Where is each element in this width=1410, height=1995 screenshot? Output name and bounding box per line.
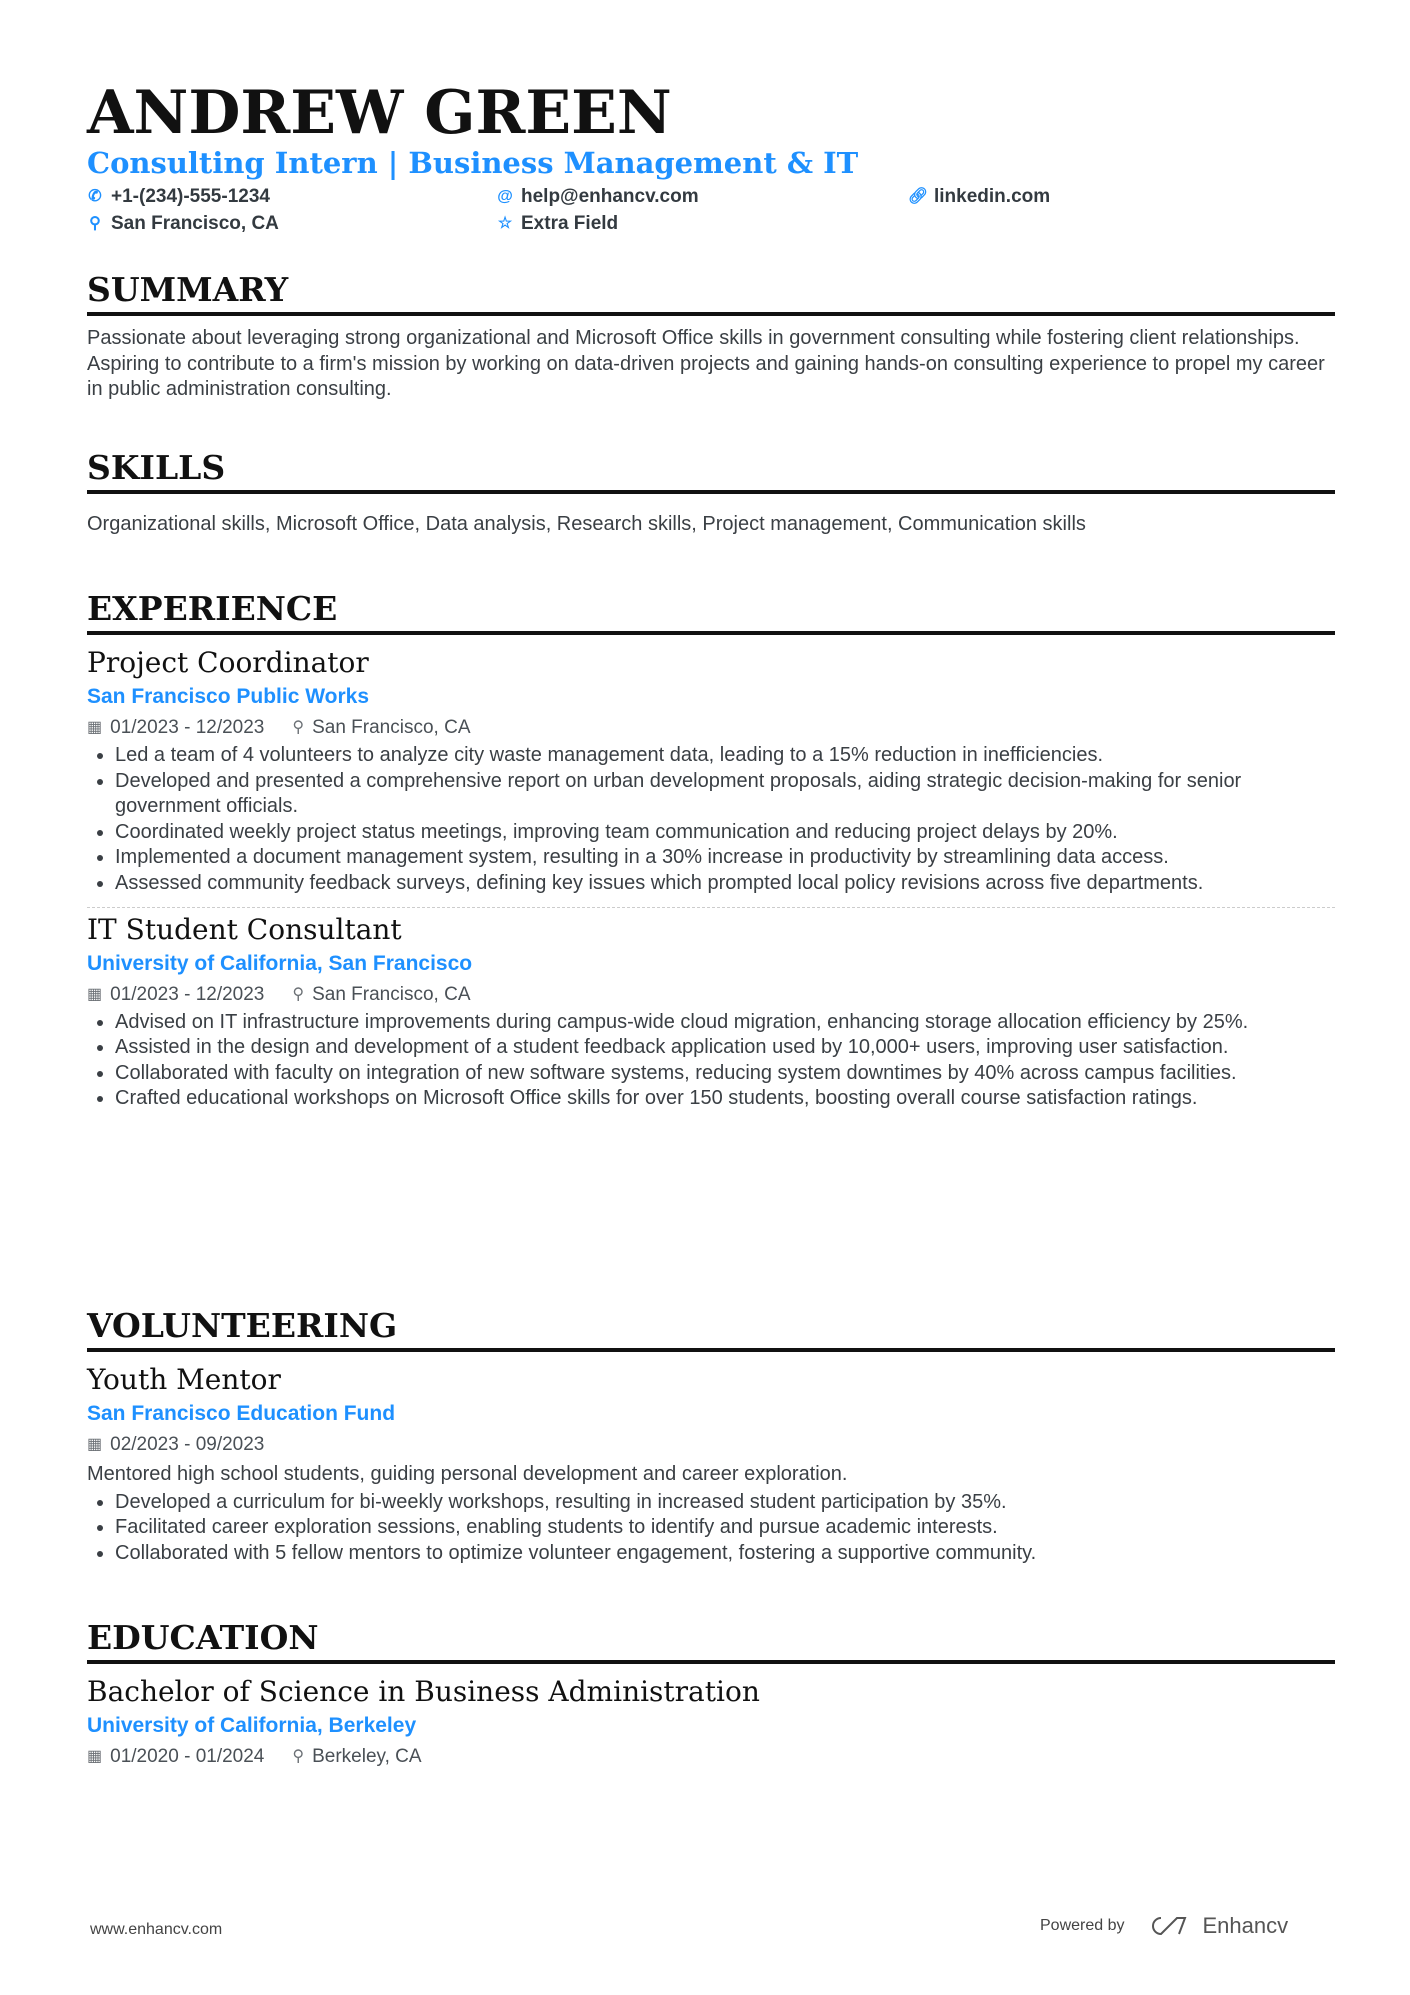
section-heading: VOLUNTEERING [87,1306,1335,1352]
job-company: University of California, San Francisco [87,951,473,975]
location-text: San Francisco, CA [111,213,279,234]
volunteering-section [87,1306,1335,1566]
bullet: • Assisted in the design and development of a student feedback application used by 10,000+ users, improving user satisfaction. [115,1035,1335,1061]
bullet: • Coordinated weekly project status meetings, improving team communication and reducing project delays by 20%. [115,820,1335,846]
location-pin-icon: ⚲ [89,215,101,232]
bullet: • Assessed community feedback surveys, defining key issues which prompted local policy revisions across five departments. [115,871,1335,897]
entry-divider [87,907,1335,908]
phone-text: +1-(234)-555-1234 [111,186,270,207]
bullet: • Developed and presented a comprehensive report on urban development proposals, aiding strategic decision-making for senior government officials. [115,769,1335,820]
star-icon: ☆ [497,215,513,232]
education-meta [87,1744,1335,1770]
at-icon: @ [497,188,513,205]
degree: Bachelor of Science in Business Administration [87,1675,760,1708]
bullet: • Developed a curriculum for bi-weekly workshops, resulting in increased student participation by 35%. [115,1490,1335,1516]
volunteer-role: Youth Mentor [87,1363,281,1396]
extra-text: Extra Field [521,213,619,234]
footer-website[interactable]: www.enhancv.com [90,1921,223,1938]
summary-section [87,270,1335,403]
bullet: • Facilitated career exploration sessions, enabling students to identify and pursue academic interests. [115,1515,1335,1541]
summary-text: Passionate about leveraging strong organizational and Microsoft Office skills in government consulting while fostering client relationships. Aspiring to contribute to a firm's mission by working on data-driven projects and gaining hands-on consulting experience to propel my career in public administration consulting. [87,327,1325,401]
footer-powered [1040,1913,1288,1939]
contact-linkedin[interactable] [907,185,1051,209]
enhancv-logo[interactable] [1147,1913,1289,1939]
skills-section [87,448,1335,538]
job-company: San Francisco Public Works [87,685,370,708]
linkedin-link[interactable]: linkedin.com [934,186,1051,207]
location-pin-icon: ⚲ [292,985,305,1003]
calendar-icon: ▦ [87,985,103,1003]
job-location: San Francisco, CA [312,983,471,1005]
education-dates: 01/2020 - 01/2024 [110,1746,265,1767]
section-heading: SKILLS [87,448,1335,494]
email-link[interactable]: help@enhancv.com [521,186,699,207]
school: University of California, Berkeley [87,1714,417,1737]
education-location: Berkeley, CA [312,1746,422,1767]
education-section [87,1618,1335,1770]
volunteer-meta [87,1432,1335,1458]
job-meta [87,982,1335,1008]
bullet: • Implemented a document management system, resulting in a 30% increase in productivity by streamlining data access. [115,845,1335,871]
phone-icon: ✆ [88,188,102,205]
link-icon: 🔗︎ [907,188,929,205]
job-meta [87,715,1335,741]
section-heading: EDUCATION [87,1618,1335,1664]
bullet: • Crafted educational workshops on Microsoft Office skills for over 150 students, boosting overall course satisfaction ratings. [115,1086,1335,1112]
job-role: Project Coordinator [87,646,369,679]
calendar-icon: ▦ [87,719,103,736]
job-role: IT Student Consultant [87,912,402,946]
bullet: • Collaborated with faculty on integration of new software systems, reducing system downtimes by 40% across campus facilities. [115,1061,1335,1087]
job-dates: 01/2023 - 12/2023 [110,717,265,738]
volunteer-dates: 02/2023 - 09/2023 [110,1434,265,1455]
skills-text: Organizational skills, Microsoft Office, Data analysis, Research skills, Project management, Communication skills [87,513,1086,535]
candidate-name: ANDREW GREEN [87,78,672,148]
contact-email[interactable] [497,185,699,209]
volunteer-bullets [87,1490,1335,1567]
job-location: San Francisco, CA [312,717,471,738]
bullet: • Collaborated with 5 fellow mentors to optimize volunteer engagement, fostering a supportive community. [115,1541,1335,1567]
job-bullets [87,743,1335,897]
job-bullets [87,1010,1335,1112]
experience-section [87,589,1335,1112]
candidate-title: Consulting Intern | Business Management & IT [87,146,859,180]
brand-text: Enhancv [1202,1913,1289,1938]
section-heading: EXPERIENCE [87,589,1335,635]
job-dates: 01/2023 - 12/2023 [110,983,265,1005]
contact-phone [87,185,270,209]
location-pin-icon: ⚲ [292,1748,305,1765]
experience-entry [87,912,1335,1112]
experience-entry [87,645,1335,897]
volunteer-description: Mentored high school students, guiding personal development and career exploration. [87,1463,848,1485]
bullet: • Led a team of 4 volunteers to analyze city waste management data, leading to a 15% reduction in inefficiencies. [115,743,1335,769]
contact-extra [497,212,618,236]
volunteer-org: San Francisco Education Fund [87,1402,396,1425]
calendar-icon: ▦ [87,1436,103,1453]
enhancv-logo-icon [1147,1914,1193,1938]
contact-location [87,212,279,236]
powered-by-text: Powered by [1040,1917,1125,1934]
bullet: • Advised on IT infrastructure improvements during campus-wide cloud migration, enhancing storage allocation efficiency by 25%. [115,1010,1335,1036]
calendar-icon: ▦ [87,1748,103,1765]
section-heading: SUMMARY [87,270,1335,316]
location-pin-icon: ⚲ [292,719,305,736]
